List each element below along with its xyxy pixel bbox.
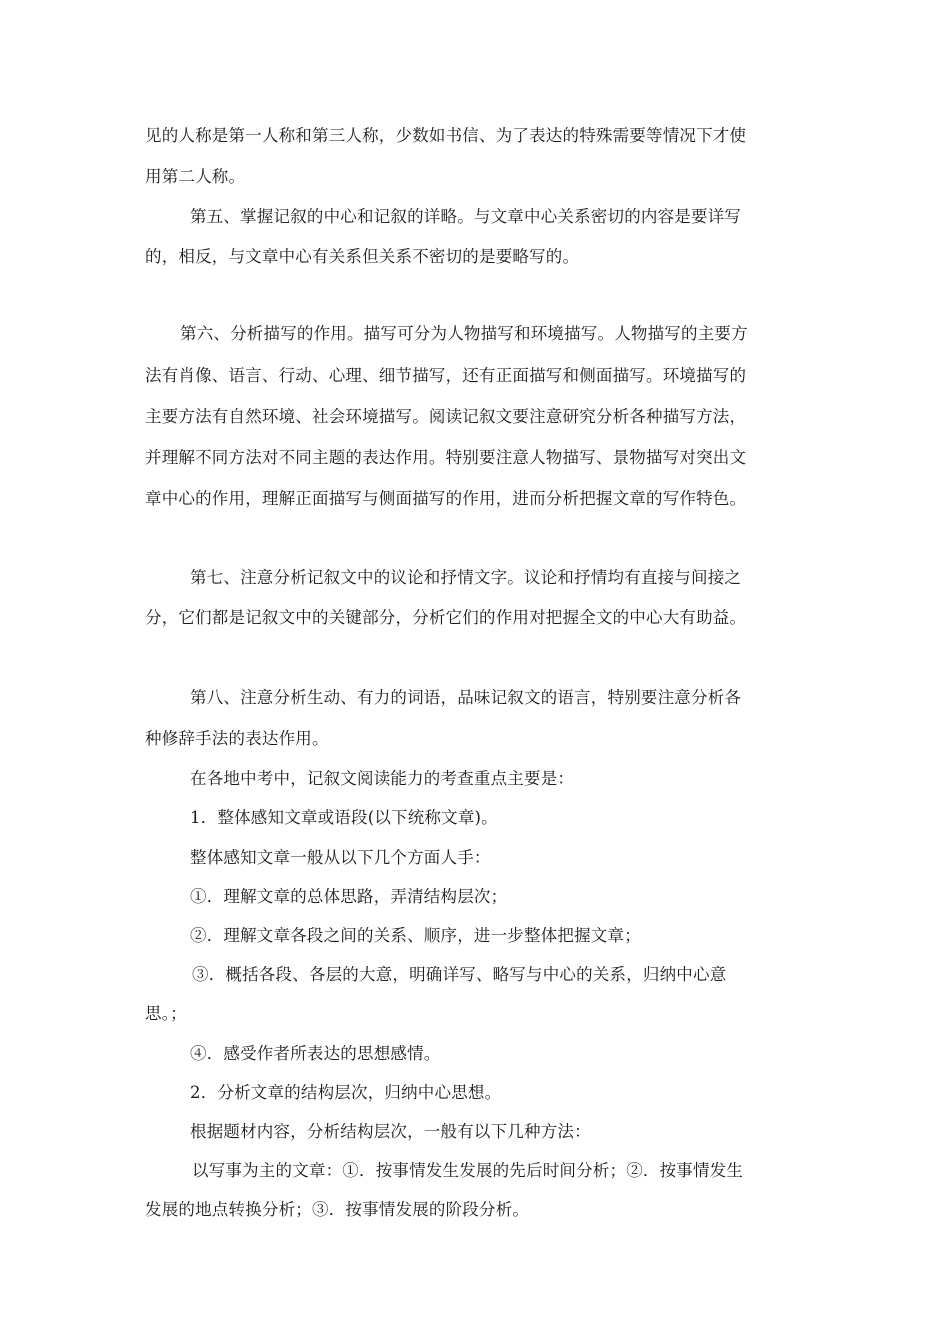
text-line: ①．理解文章的总体思路，弄清结构层次；: [190, 887, 508, 906]
text-line: 分，它们都是记叙文中的关键部分，分析它们的作用对把握全文的中心大有助益。: [145, 608, 747, 627]
text-line: ③．概括各段、各层的大意，明确详写、略写与中心的关系，归纳中心意: [192, 965, 727, 984]
text-line: 1．整体感知文章或语段(以下统称文章)。: [190, 808, 498, 827]
text-line: ②．理解文章各段之间的关系、顺序，进一步整体把握文章；: [190, 926, 641, 945]
text-line: 主要方法有自然环境、社会环境描写。阅读记叙文要注意研究分析各种描写方法，: [145, 407, 747, 426]
text-line: 以写事为主的文章：①．按事情发生发展的先后时间分析；②．按事情发生: [192, 1161, 744, 1180]
text-line: 第六、分析描写的作用。描写可分为人物描写和环境描写。人物描写的主要方: [180, 324, 748, 343]
text-line: 整体感知文章一般从以下几个方面人手：: [190, 848, 491, 867]
text-line: 章中心的作用，理解正面描写与侧面描写的作用，进而分析把握文章的写作特色。: [145, 489, 747, 508]
text-line: 并理解不同方法对不同主题的表达作用。特别要注意人物描写、景物描写对突出文: [145, 448, 747, 467]
text-line: 用第二人称。: [145, 167, 246, 186]
text-line: 见的人称是第一人称和第三人称，少数如书信、为了表达的特殊需要等情况下才使: [145, 126, 747, 145]
text-line: 的，相反，与文章中心有关系但关系不密切的是要略写的。: [145, 247, 580, 266]
text-line: 第五、掌握记叙的中心和记叙的详略。与文章中心关系密切的内容是要详写: [190, 207, 742, 226]
text-line: 第八、注意分析生动、有力的词语，品味记叙文的语言，特别要注意分析各: [190, 688, 742, 707]
text-line: ④．感受作者所表达的思想感情。: [190, 1044, 441, 1063]
text-line: 根据题材内容，分析结构层次，一般有以下几种方法：: [190, 1122, 591, 1141]
text-line: 种修辞手法的表达作用。: [145, 729, 329, 748]
text-line: 法有肖像、语言、行动、心理、细节描写，还有正面描写和侧面描写。环境描写的: [145, 366, 747, 385]
text-line: 第七、注意分析记叙文中的议论和抒情文字。议论和抒情均有直接与间接之: [190, 568, 742, 587]
text-line: 发展的地点转换分析；③．按事情发展的阶段分析。: [145, 1200, 530, 1219]
text-line: 思。；: [145, 1004, 187, 1023]
text-line: 2．分析文章的结构层次，归纳中心思想。: [190, 1083, 502, 1102]
text-line: 在各地中考中，记叙文阅读能力的考查重点主要是：: [190, 769, 575, 788]
